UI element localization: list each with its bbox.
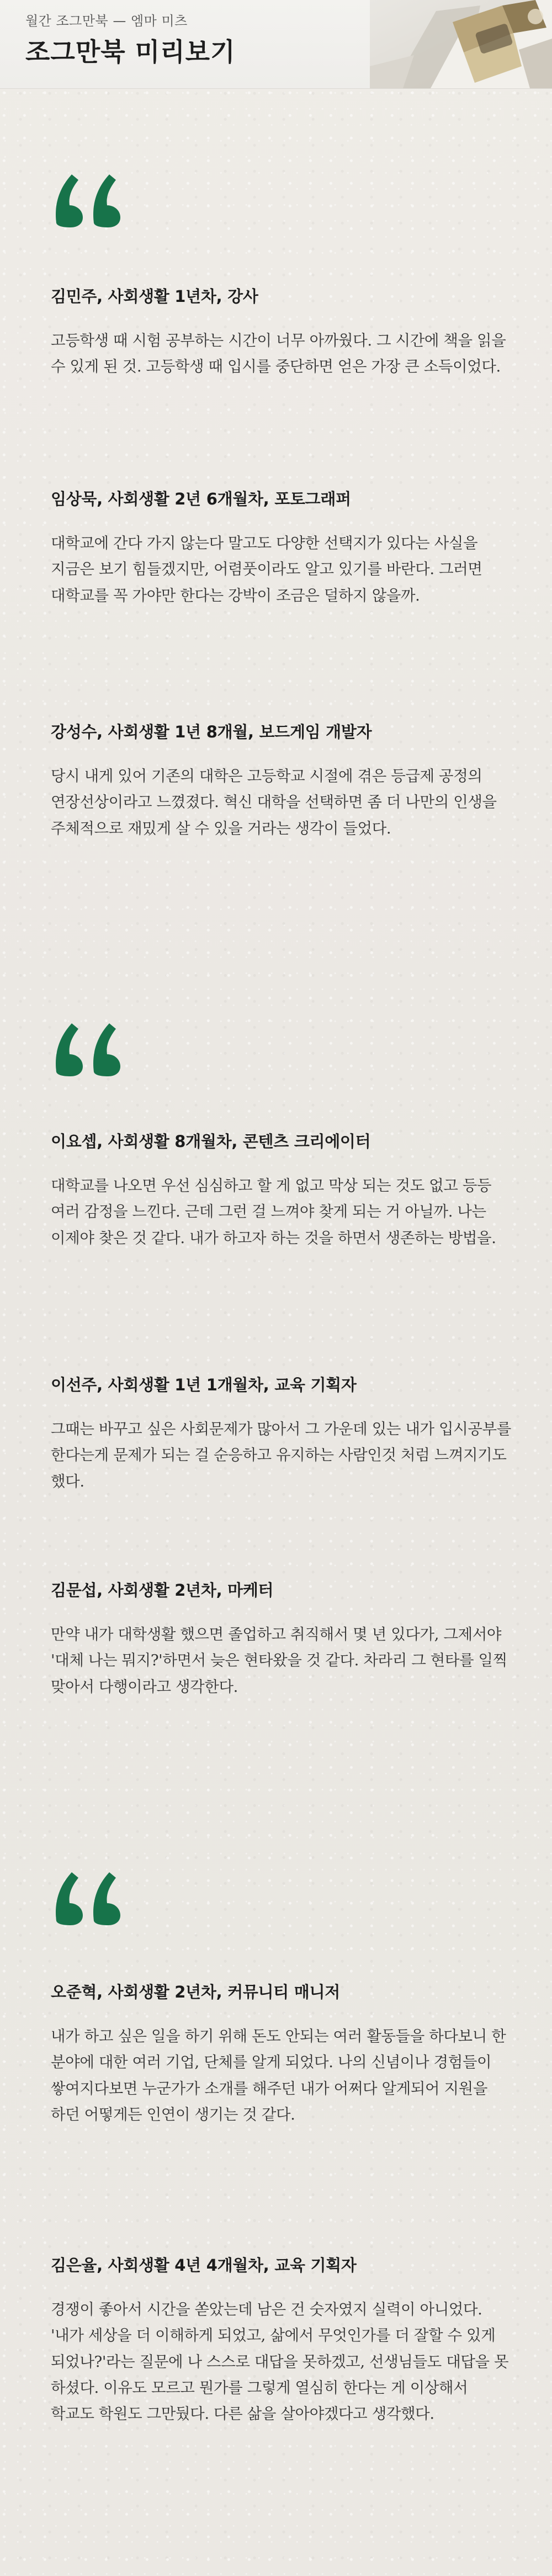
quote-entry xyxy=(51,487,514,609)
quote-text: 대학교를 나오면 우선 심심하고 할 게 없고 막상 되는 것도 없고 등등 여러 감정을 느낀다. 근데 그런 걸 느껴야 찾게 되는 거 아닐까. 나는 이제야 찾은 것 같다. 내가 하고자 하는 것을 하면서 생존하는 방법을. xyxy=(51,1177,496,1247)
quote-entry xyxy=(51,2253,514,2427)
quote-mark-icon xyxy=(51,161,128,227)
speaker-name: 이선주, 사회생활 1년 1개월차, 교육 기획자 xyxy=(51,1375,357,1394)
speaker-name: 김문섭, 사회생활 2년차, 마케터 xyxy=(51,1581,274,1600)
page-title: 조그만북 미리보기 xyxy=(25,37,236,67)
speaker-name: 강성수, 사회생활 1년 8개월, 보드게임 개발자 xyxy=(51,723,372,741)
book-cover-image xyxy=(370,0,552,88)
quote-text: 내가 하고 싶은 일을 하기 위해 돈도 안되는 여러 활동들을 하다보니 한 분야에 대한 여러 기업, 단체를 알게 되었다. 나의 신념이나 경험들이 쌓여지다보면 누군가가 소개를 해주던 내가 어쩌다 알게되어 지원을 하던 어떻게든 인연이 생기는 것 같다. xyxy=(51,2027,506,2123)
quote-entry xyxy=(51,1129,514,1251)
quote-mark-icon xyxy=(51,1859,128,1925)
quote-entry xyxy=(51,1373,514,1495)
quote-entry xyxy=(51,1980,514,2128)
quote-text: 당시 내게 있어 기존의 대학은 고등학교 시절에 겪은 등급제 공정의 연장선상이라고 느꼈졌다. 혁신 대학을 선택하면 좀 더 나만의 인생을 주체적으로 재밌게 살 수 있을 거라는 생각이 들었다. xyxy=(51,767,497,837)
speaker-name: 김은율, 사회생활 4년 4개월차, 교육 기획자 xyxy=(51,2256,357,2275)
quote-text: 경쟁이 좋아서 시간을 쏟았는데 남은 건 숫자였지 실력이 아니었다. '내가 세상을 더 이해하게 되었고, 삶에서 무엇인가를 더 잘할 수 있게 되었나?'라는 질문에 나 스스로 대답을 못하겠고, 선생님들도 대답을 못 하셨다. 이유도 모르고 뭔가를 그렇게 열심히 한다는 게 이상해서 학교도 학원도 그만뒀다. 다른 삶을 살아야겠다고 생각했다. xyxy=(51,2301,509,2423)
speaker-name: 김민주, 사회생활 1년차, 강사 xyxy=(51,287,258,306)
quote-mark-icon xyxy=(51,1010,128,1076)
speaker-name: 오준혁, 사회생활 2년차, 커뮤니티 매니저 xyxy=(51,1983,340,2001)
quote-entry xyxy=(51,284,514,380)
speaker-name: 이요셉, 사회생활 8개월차, 콘텐츠 크리에이터 xyxy=(51,1132,371,1151)
quote-entry xyxy=(51,720,514,842)
speaker-name: 임상묵, 사회생활 2년 6개월차, 포토그래퍼 xyxy=(51,490,351,508)
quote-text: 대학교에 간다 가지 않는다 말고도 다양한 선택지가 있다는 사실을 지금은 보기 힘들겠지만, 어렴풋이라도 알고 있기를 바란다. 그러면 대학교를 꼭 가야만 한다는 강박이 조금은 덜하지 않을까. xyxy=(51,534,482,604)
quote-text: 만약 내가 대학생활 했으면 졸업하고 취직해서 몇 년 있다가, 그제서야 '대체 나는 뭐지?'하면서 늦은 현타왔을 것 같다. 차라리 그 현타를 일찍 맞아서 다행이라고 생각한다. xyxy=(51,1626,507,1696)
header-banner xyxy=(0,0,552,89)
series-kicker: 월간 조그만북 — 엠마 미츠 xyxy=(25,13,188,29)
quote-entry xyxy=(51,1578,514,1700)
quote-text: 고등학생 때 시험 공부하는 시간이 너무 아까웠다. 그 시간에 책을 읽을 수 있게 된 것. 고등학생 때 입시를 중단하면 얻은 가장 큰 소득이었다. xyxy=(51,332,506,376)
quote-text: 그때는 바꾸고 싶은 사회문제가 많아서 그 가운데 있는 내가 입시공부를 한다는게 문제가 되는 걸 순응하고 유지하는 사람인것 처럼 느껴지기도 했다. xyxy=(51,1420,511,1490)
